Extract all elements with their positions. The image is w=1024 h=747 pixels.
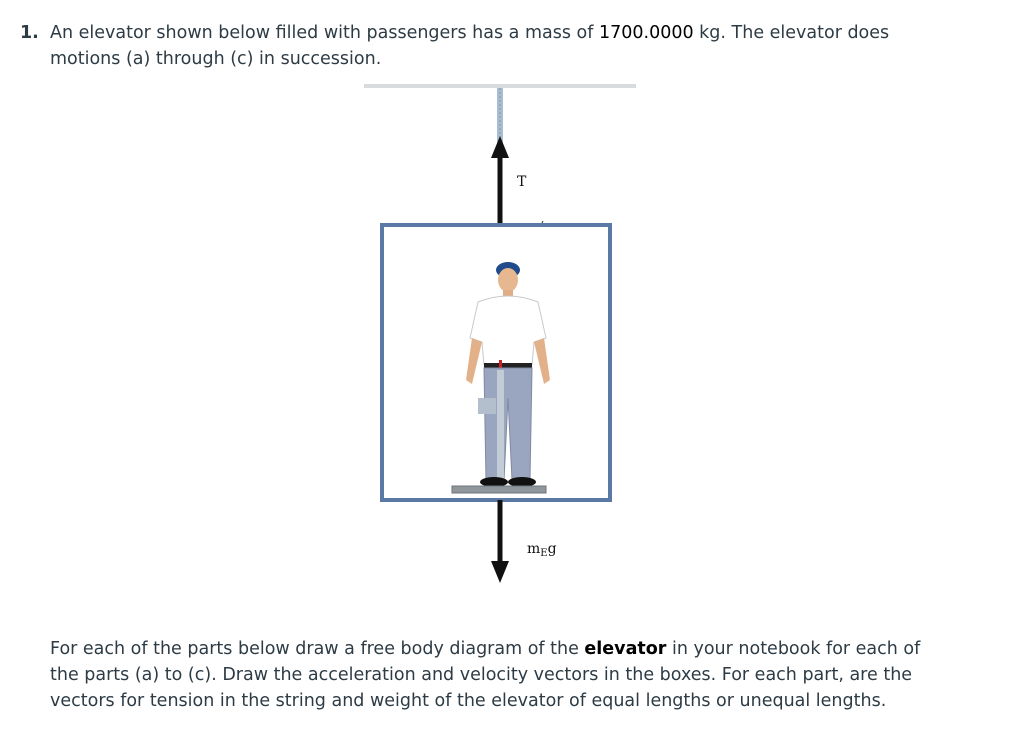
question-number: 1.	[20, 23, 39, 43]
question-line-1	[20, 20, 920, 46]
instructions-line-2: the parts (a) to (c). Draw the acceleration and velocity vectors in the boxes. For each part, are the	[50, 665, 913, 685]
question-text-part: kg. The elevator does	[693, 23, 890, 43]
tension-arrow	[491, 136, 509, 225]
elevator-bold: elevator	[584, 639, 667, 659]
question-text-part: An elevator shown below filled with passengers has a mass of	[50, 23, 599, 43]
question-line-2: motions (a) through (c) in succession.	[50, 49, 382, 69]
weight-label	[527, 541, 557, 559]
tension-label: T	[517, 174, 527, 190]
mass-value: 1700.0000	[598, 23, 694, 43]
ceiling	[364, 84, 636, 88]
instructions-line-1	[50, 636, 950, 662]
weight-arrow	[491, 500, 509, 583]
instructions-text-part: For each of the parts below draw a free body diagram of the	[50, 639, 585, 659]
weight-label-subscript: E	[540, 548, 548, 559]
instructions-text	[50, 636, 950, 714]
question-text	[20, 20, 920, 72]
instructions-line-3: vectors for tension in the string and weight of the elevator of equal lengths or unequal lengths.	[50, 691, 887, 711]
weight-label-m: m	[527, 541, 541, 557]
weight-label-g: g	[547, 541, 557, 557]
instructions-text-part: in your notebook for each of	[666, 639, 921, 659]
elevator-figure	[360, 80, 640, 590]
elevator-diagram	[360, 80, 640, 590]
